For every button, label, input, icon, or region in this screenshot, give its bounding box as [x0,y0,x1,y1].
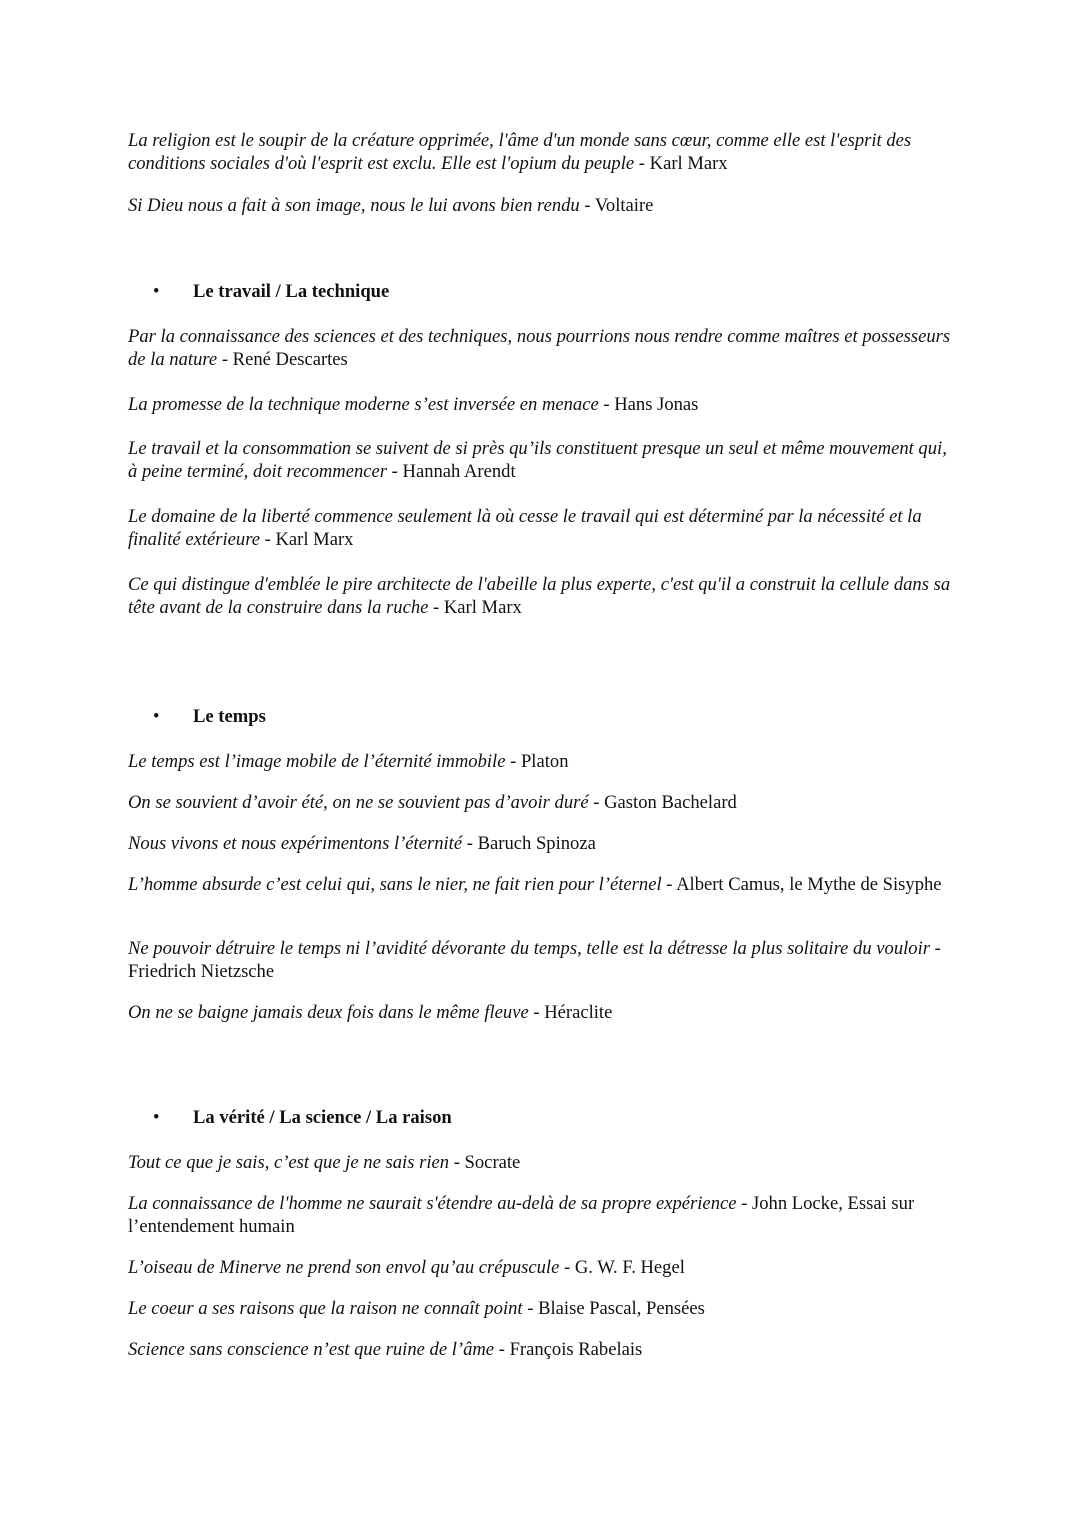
quote: L’homme absurde c’est celui qui, sans le nier, ne fait rien pour l’éternel - Albert Camus, le Mythe de Sisyphe [128,874,942,895]
bullet-icon: • [153,1107,160,1128]
quote: Par la connaissance des sciences et des techniques, nous pourrions nous rendre comme maîtres et possesseurs de la nature - René Descartes [128,326,951,370]
quote: Ne pouvoir détruire le temps ni l’avidité dévorante du temps, telle est la détresse la plus solitaire du vouloir - Friedrich Nietzsche [128,938,941,982]
quote: La religion est le soupir de la créature opprimée, l'âme d'un monde sans cœur, comme elle est l'esprit des conditions sociales d'où l'esprit est exclu. Elle est l'opium du peuple - Karl Marx [128,130,912,174]
bullet-icon: • [153,281,160,302]
bullet-icon: • [153,706,160,727]
quote: La connaissance de l'homme ne saurait s'étendre au-delà de sa propre expérience - John Locke, Essai sur l’entendement humain [128,1193,915,1237]
section-heading-travail: • Le travail / La technique [153,281,390,302]
section-heading-verite: • La vérité / La science / La raison [153,1107,452,1128]
quote: On se souvient d’avoir été, on ne se souvient pas d’avoir duré - Gaston Bachelard [128,792,737,813]
quote: Le travail et la consommation se suivent de si près qu’ils constituent presque un seul et même mouvement qui, à peine terminé, doit recommencer - Hannah Arendt [128,438,947,482]
quote: La promesse de la technique moderne s’est inversée en menace - Hans Jonas [128,394,699,415]
quote: On ne se baigne jamais deux fois dans le même fleuve - Héraclite [128,1002,613,1023]
quote: Le domaine de la liberté commence seulement là où cesse le travail qui est déterminé par la nécessité et la finalité extérieure - Karl Marx [128,506,922,550]
quote: L’oiseau de Minerve ne prend son envol qu’au crépuscule - G. W. F. Hegel [128,1257,685,1278]
quote: Tout ce que je sais, c’est que je ne sais rien - Socrate [128,1152,521,1173]
quote: Le temps est l’image mobile de l’éternité immobile - Platon [128,751,569,772]
quote: Le coeur a ses raisons que la raison ne connaît point - Blaise Pascal, Pensées [128,1298,705,1319]
quote: Ce qui distingue d'emblée le pire architecte de l'abeille la plus experte, c'est qu'il a construit la cellule dans sa tête avant de la construire dans la ruche - Karl Marx [128,574,951,618]
quote: Si Dieu nous a fait à son image, nous le lui avons bien rendu - Voltaire [128,195,654,216]
quote: Nous vivons et nous expérimentons l’éternité - Baruch Spinoza [128,833,596,854]
section-heading-temps: • Le temps [153,706,266,727]
quote: Science sans conscience n’est que ruine de l’âme - François Rabelais [128,1339,643,1360]
